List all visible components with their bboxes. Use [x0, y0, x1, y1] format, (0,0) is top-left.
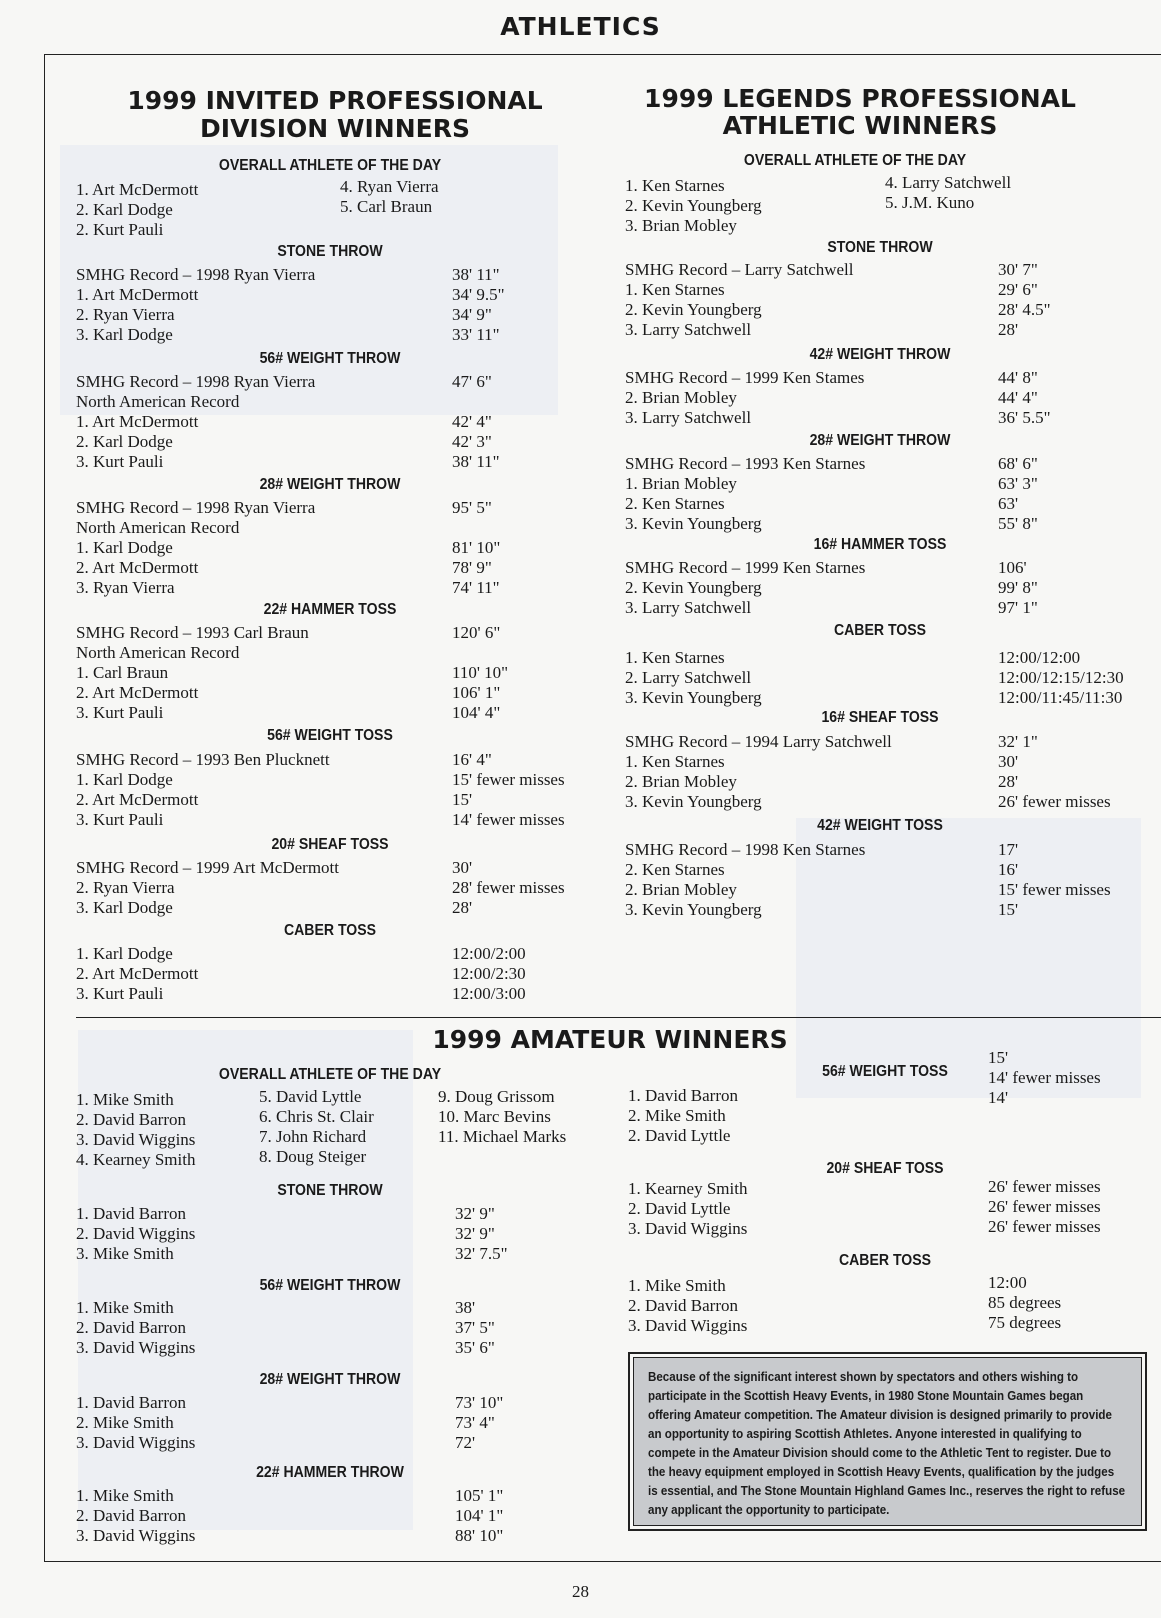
event-heading: OVERALL ATHLETE OF THE DAY — [218, 157, 442, 174]
result-name: SMHG Record – 1993 Carl Braun — [76, 623, 309, 642]
event-heading: CABER TOSS — [838, 1252, 932, 1269]
result-name: 3. Kevin Youngberg — [625, 792, 762, 811]
result-name: 3. David Wiggins — [628, 1316, 748, 1335]
result-name: 2. Art McDermott — [76, 790, 199, 809]
event-heading: 28# WEIGHT THROW — [259, 1371, 401, 1388]
athlete-rank: 5. J.M. Kuno — [885, 193, 975, 212]
result-mark: 97' 1" — [998, 598, 1038, 617]
athlete-rank: 10. Marc Bevins — [438, 1107, 551, 1126]
result-name: 2. David Barron — [628, 1296, 739, 1315]
result-mark: 85 degrees — [988, 1293, 1062, 1312]
result-mark: 88' 10" — [455, 1526, 504, 1545]
result-name: 1. Karl Dodge — [76, 944, 173, 963]
result-name: 3. Karl Dodge — [76, 325, 173, 344]
result-name: 3. Karl Dodge — [76, 898, 173, 917]
result-name: SMHG Record – 1999 Ken Starnes — [625, 558, 866, 577]
athlete-rank: 6. Chris St. Clair — [259, 1107, 374, 1126]
result-name: 3. Kurt Pauli — [76, 984, 164, 1003]
result-name: 1. Kearney Smith — [628, 1179, 748, 1198]
result-mark: 73' 10" — [455, 1393, 504, 1412]
result-name: 1. Ken Starnes — [625, 752, 725, 771]
result-mark: 32' 1" — [998, 732, 1038, 751]
result-name: North American Record — [76, 518, 240, 537]
result-name: 2. David Lyttle — [628, 1126, 731, 1145]
result-mark: 38' 11" — [452, 265, 500, 284]
result-name: 1. Art McDermott — [76, 412, 199, 431]
result-name: 1. Karl Dodge — [76, 770, 173, 789]
result-name: 3. Kevin Youngberg — [625, 688, 762, 707]
event-heading: 20# SHEAF TOSS — [826, 1160, 944, 1177]
result-mark: 28' — [452, 898, 473, 917]
result-name: 3. Kurt Pauli — [76, 810, 164, 829]
result-mark: 12:00/3:00 — [452, 984, 526, 1003]
legends-title-line-1: 1999 LEGENDS PROFESSIONAL — [644, 84, 1076, 113]
event-heading: 56# WEIGHT TOSS — [267, 727, 393, 744]
event-heading: STONE THROW — [277, 243, 383, 260]
result-name: 1. Art McDermott — [76, 285, 199, 304]
page-number: 28 — [572, 1582, 589, 1601]
result-mark: 75 degrees — [988, 1313, 1062, 1332]
event-heading: STONE THROW — [827, 239, 933, 256]
result-mark: 26' fewer misses — [988, 1197, 1101, 1216]
result-name: SMHG Record – 1994 Larry Satchwell — [625, 732, 892, 751]
result-mark: 15' — [452, 790, 473, 809]
result-name: 2. Art McDermott — [76, 558, 199, 577]
result-mark: 55' 8" — [998, 514, 1038, 533]
result-name: 3. Ryan Vierra — [76, 578, 175, 597]
result-mark: 16' — [998, 860, 1019, 879]
event-heading: STONE THROW — [277, 1182, 383, 1199]
result-mark: 42' 3" — [452, 432, 492, 451]
result-mark: 99' 8" — [998, 578, 1038, 597]
result-mark: 12:00 — [988, 1273, 1027, 1292]
result-name: 2. Ken Starnes — [625, 494, 725, 513]
result-mark: 74' 11" — [452, 578, 500, 597]
result-name: 2. Ryan Vierra — [76, 878, 175, 897]
result-name: 1. Karl Dodge — [76, 538, 173, 557]
result-mark: 106' — [998, 558, 1027, 577]
result-name: 3. Kevin Youngberg — [625, 900, 762, 919]
result-mark: 15' fewer misses — [998, 880, 1111, 899]
result-mark: 44' 4" — [998, 388, 1038, 407]
event-heading: 56# WEIGHT THROW — [259, 1277, 401, 1294]
result-name: 3. Mike Smith — [76, 1244, 174, 1263]
event-heading: 22# HAMMER TOSS — [263, 601, 397, 618]
result-mark: 28' — [998, 772, 1019, 791]
athlete-rank: 1. Ken Starnes — [625, 176, 725, 195]
result-mark: 110' 10" — [452, 663, 509, 682]
result-name: 2. Kevin Youngberg — [625, 578, 762, 597]
result-mark: 106' 1" — [452, 683, 501, 702]
result-mark: 34' 9.5" — [452, 285, 505, 304]
result-name: 1. David Barron — [76, 1393, 187, 1412]
amateur-title: 1999 AMATEUR WINNERS — [432, 1025, 788, 1054]
athlete-rank: 2. Kurt Pauli — [76, 220, 164, 239]
result-mark: 38' 11" — [452, 452, 500, 471]
result-name: SMHG Record – Larry Satchwell — [625, 260, 854, 279]
result-name: 1. David Barron — [76, 1204, 187, 1223]
result-mark: 33' 11" — [452, 325, 500, 344]
result-name: 1. Carl Braun — [76, 663, 169, 682]
result-name: SMHG Record – 1998 Ryan Vierra — [76, 372, 316, 391]
result-mark: 95' 5" — [452, 498, 492, 517]
notice-panel — [633, 1357, 1142, 1526]
result-name: SMHG Record – 1998 Ryan Vierra — [76, 498, 316, 517]
result-name: 3. David Wiggins — [76, 1338, 196, 1357]
result-name: SMHG Record – 1999 Ken Stames — [625, 368, 865, 387]
result-mark: 81' 10" — [452, 538, 501, 557]
result-mark: 15' fewer misses — [452, 770, 565, 789]
result-name: 2. Mike Smith — [628, 1106, 726, 1125]
result-mark: 26' fewer misses — [998, 792, 1111, 811]
result-mark: 42' 4" — [452, 412, 492, 431]
result-mark: 36' 5.5" — [998, 408, 1051, 427]
result-mark: 12:00/12:00 — [998, 648, 1081, 667]
athlete-rank: 4. Kearney Smith — [76, 1150, 196, 1169]
result-name: 2. Brian Mobley — [625, 388, 737, 407]
athlete-rank: 1. Mike Smith — [76, 1090, 174, 1109]
invited-title-line-1: 1999 INVITED PROFESSIONAL — [127, 86, 543, 115]
result-name: 2. Karl Dodge — [76, 432, 173, 451]
result-mark: 32' 9" — [455, 1204, 495, 1223]
result-name: SMHG Record – 1993 Ben Plucknett — [76, 750, 330, 769]
result-mark: 30' — [452, 858, 473, 877]
result-name: 1. Mike Smith — [628, 1276, 726, 1295]
result-mark: 26' fewer misses — [988, 1217, 1101, 1236]
result-name: 3. David Wiggins — [76, 1526, 196, 1545]
result-mark: 29' 6" — [998, 280, 1038, 299]
event-heading: OVERALL ATHLETE OF THE DAY — [218, 1066, 442, 1083]
result-mark: 35' 6" — [455, 1338, 495, 1357]
result-name: 3. Kevin Youngberg — [625, 514, 762, 533]
result-mark: 26' fewer misses — [988, 1177, 1101, 1196]
result-mark: 78' 9" — [452, 558, 492, 577]
result-name: 2. David Lyttle — [628, 1199, 731, 1218]
athlete-rank: 5. Carl Braun — [340, 197, 433, 216]
notice-text: Because of the significant interest shown by spectators and others wishing to participate in the Scottish Heavy Events, in 1980 Stone Mountain Games began offering Amateur competition. The Amateur division is designed primarily to provide an opportunity to aspiring Scottish Athletes. Anyone interested in qualifying to compete in the Amateur Division should come to the Athletic Tent to register. Due to the heavy equipment employed in Scottish Heavy Events, qualification by the judges is essential, and The Stone Mountain Highland Games Inc., reserves the right to refuse any applicant the opportunity to participate. — [648, 1370, 1126, 1517]
result-mark: 38' — [455, 1298, 476, 1317]
athlete-rank: 9. Doug Grissom — [438, 1087, 555, 1106]
event-heading: 56# WEIGHT TOSS — [822, 1063, 948, 1080]
result-mark: 63' — [998, 494, 1019, 513]
result-name: 3. Kurt Pauli — [76, 703, 164, 722]
athlete-rank: 4. Ryan Vierra — [340, 177, 439, 196]
result-mark: 16' 4" — [452, 750, 492, 769]
result-name: 3. Larry Satchwell — [625, 320, 752, 339]
result-mark: 72' — [455, 1433, 476, 1452]
result-mark: 120' 6" — [452, 623, 501, 642]
result-mark: 105' 1" — [455, 1486, 504, 1505]
result-mark: 15' — [998, 900, 1019, 919]
result-name: 3. Kurt Pauli — [76, 452, 164, 471]
result-mark: 44' 8" — [998, 368, 1038, 387]
athlete-rank: 2. David Barron — [76, 1110, 187, 1129]
result-mark: 12:00/2:30 — [452, 964, 526, 983]
amateur-notice-box — [628, 1352, 1147, 1531]
result-mark: 28' fewer misses — [452, 878, 565, 897]
result-mark: 47' 6" — [452, 372, 492, 391]
result-name: North American Record — [76, 392, 240, 411]
result-mark: 30' — [998, 752, 1019, 771]
result-mark: 32' 7.5" — [455, 1244, 508, 1263]
result-name: SMHG Record – 1998 Ken Starnes — [625, 840, 866, 859]
result-mark: 12:00/12:15/12:30 — [998, 668, 1124, 687]
event-heading: 20# SHEAF TOSS — [271, 836, 389, 853]
result-mark: 30' 7" — [998, 260, 1038, 279]
result-name: 1. Brian Mobley — [625, 474, 737, 493]
athlete-rank: 2. Kevin Youngberg — [625, 196, 762, 215]
result-name: 2. Ryan Vierra — [76, 305, 175, 324]
section-divider — [76, 1017, 1161, 1018]
result-mark: 32' 9" — [455, 1224, 495, 1243]
event-heading: CABER TOSS — [283, 922, 377, 939]
result-mark: 14' fewer misses — [452, 810, 565, 829]
result-name: 2. David Barron — [76, 1506, 187, 1525]
result-name: SMHG Record – 1993 Ken Starnes — [625, 454, 866, 473]
result-mark: 12:00/2:00 — [452, 944, 526, 963]
result-mark: 68' 6" — [998, 454, 1038, 473]
invited-title-line-2: DIVISION WINNERS — [200, 114, 470, 143]
show-through-panel — [796, 818, 1141, 1098]
result-mark: 14' fewer misses — [988, 1068, 1101, 1087]
athlete-rank: 1. Art McDermott — [76, 180, 199, 199]
result-name: 1. Ken Starnes — [625, 648, 725, 667]
athlete-rank: 2. Karl Dodge — [76, 200, 173, 219]
event-heading: 16# HAMMER TOSS — [813, 536, 947, 553]
result-name: 2. Art McDermott — [76, 683, 199, 702]
result-name: 2. Brian Mobley — [625, 880, 737, 899]
result-name: 2. Larry Satchwell — [625, 668, 752, 687]
result-name: 2. Ken Starnes — [625, 860, 725, 879]
result-name: SMHG Record – 1998 Ryan Vierra — [76, 265, 316, 284]
result-mark: 28' 4.5" — [998, 300, 1051, 319]
result-mark: 28' — [998, 320, 1019, 339]
result-name: North American Record — [76, 643, 240, 662]
result-name: 2. Kevin Youngberg — [625, 300, 762, 319]
result-mark: 14' — [988, 1088, 1009, 1107]
event-heading: 42# WEIGHT TOSS — [817, 817, 943, 834]
result-name: 3. David Wiggins — [628, 1219, 748, 1238]
result-name: 1. David Barron — [628, 1086, 739, 1105]
result-name: 2. David Barron — [76, 1318, 187, 1337]
result-mark: 104' 1" — [455, 1506, 504, 1525]
result-name: 2. Art McDermott — [76, 964, 199, 983]
event-heading: CABER TOSS — [833, 622, 927, 639]
event-heading: 42# WEIGHT THROW — [809, 346, 951, 363]
result-name: 1. Mike Smith — [76, 1298, 174, 1317]
result-name: 3. Larry Satchwell — [625, 598, 752, 617]
athlete-rank: 3. David Wiggins — [76, 1130, 196, 1149]
result-name: 1. Ken Starnes — [625, 280, 725, 299]
result-mark: 63' 3" — [998, 474, 1038, 493]
result-name: 2. Brian Mobley — [625, 772, 737, 791]
result-name: 1. Mike Smith — [76, 1486, 174, 1505]
result-mark: 17' — [998, 840, 1019, 859]
event-heading: 56# WEIGHT THROW — [259, 350, 401, 367]
legends-title-line-2: ATHLETIC WINNERS — [722, 111, 998, 140]
event-heading: 28# WEIGHT THROW — [259, 476, 401, 493]
result-name: 3. David Wiggins — [76, 1433, 196, 1452]
result-name: 2. David Wiggins — [76, 1224, 196, 1243]
result-name: 3. Larry Satchwell — [625, 408, 752, 427]
event-heading: 22# HAMMER THROW — [256, 1464, 404, 1481]
athlete-rank: 5. David Lyttle — [259, 1087, 362, 1106]
result-mark: 12:00/11:45/11:30 — [998, 688, 1123, 707]
result-mark: 37' 5" — [455, 1318, 495, 1337]
athlete-rank: 8. Doug Steiger — [259, 1147, 367, 1166]
result-mark: 15' — [988, 1048, 1009, 1067]
athlete-rank: 3. Brian Mobley — [625, 216, 737, 235]
result-mark: 34' 9" — [452, 305, 492, 324]
athlete-rank: 7. John Richard — [259, 1127, 367, 1146]
result-mark: 104' 4" — [452, 703, 501, 722]
result-name: SMHG Record – 1999 Art McDermott — [76, 858, 340, 877]
event-heading: OVERALL ATHLETE OF THE DAY — [743, 152, 967, 169]
athlete-rank: 11. Michael Marks — [438, 1127, 567, 1146]
result-name: 2. Mike Smith — [76, 1413, 174, 1432]
event-heading: 28# WEIGHT THROW — [809, 432, 951, 449]
page-header: ATHLETICS — [500, 12, 661, 41]
event-heading: 16# SHEAF TOSS — [821, 709, 939, 726]
athlete-rank: 4. Larry Satchwell — [885, 173, 1012, 192]
result-mark: 73' 4" — [455, 1413, 495, 1432]
